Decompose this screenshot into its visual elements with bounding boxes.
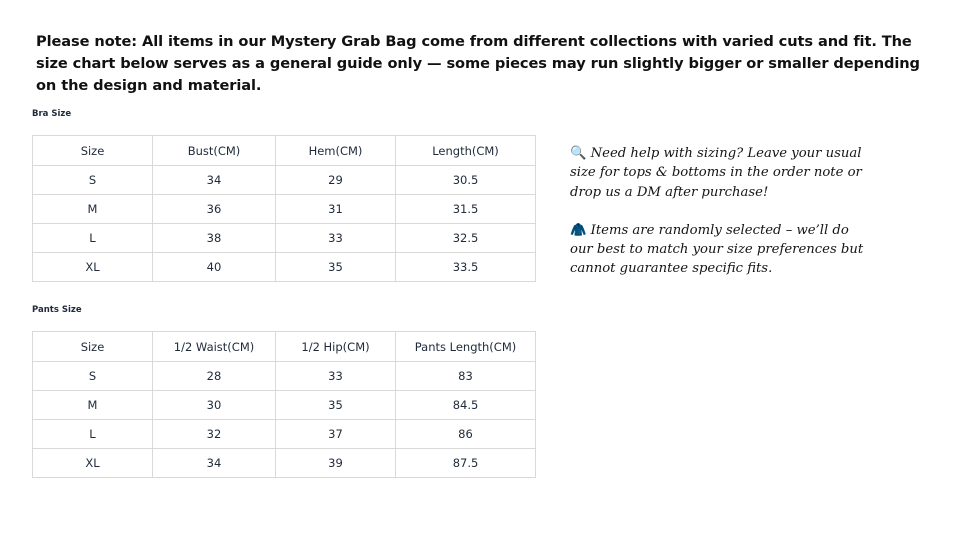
table-cell: 35	[276, 391, 396, 420]
table-cell: 31	[276, 195, 396, 224]
pants-size-title: Pants Size	[32, 305, 82, 315]
table-row	[33, 391, 536, 420]
table-cell: 33.5	[396, 253, 536, 282]
table-row	[33, 166, 536, 195]
table-row	[33, 224, 536, 253]
table-cell: L	[33, 224, 153, 253]
table-cell: M	[33, 195, 153, 224]
column-header: 1/2 Waist(CM)	[153, 332, 276, 362]
table-cell: 86	[396, 420, 536, 449]
table-cell: 83	[396, 362, 536, 391]
bra-size-table	[32, 135, 536, 282]
column-header: 1/2 Hip(CM)	[276, 332, 396, 362]
table-cell: 84.5	[396, 391, 536, 420]
table-cell: 34	[153, 449, 276, 478]
table-cell: 31.5	[396, 195, 536, 224]
table-cell: 38	[153, 224, 276, 253]
table-cell: 40	[153, 253, 276, 282]
table-cell: 87.5	[396, 449, 536, 478]
magnifier-icon: 🔍	[570, 146, 587, 161]
table-cell: 35	[276, 253, 396, 282]
column-header: Pants Length(CM)	[396, 332, 536, 362]
table-cell: 34	[153, 166, 276, 195]
column-header: Size	[33, 332, 153, 362]
random-selection-text	[570, 221, 870, 279]
table-cell: 36	[153, 195, 276, 224]
table-cell: S	[33, 362, 153, 391]
table-cell: 33	[276, 224, 396, 253]
table-cell: XL	[33, 253, 153, 282]
table-row	[33, 195, 536, 224]
table-cell: 37	[276, 420, 396, 449]
sizing-help-text	[570, 144, 870, 202]
random-selection-message: Items are randomly selected – we’ll do our best to match your size preferences but cannot guarantee specific fits.	[570, 222, 864, 277]
table-cell: 32	[153, 420, 276, 449]
table-row	[33, 253, 536, 282]
table-cell: 30.5	[396, 166, 536, 195]
table-cell: M	[33, 391, 153, 420]
help-notes	[570, 144, 870, 298]
table-header-row	[33, 332, 536, 362]
table-header-row	[33, 136, 536, 166]
column-header: Hem(CM)	[276, 136, 396, 166]
sizing-help-message: Need help with sizing? Leave your usual size for tops & bottoms in the order note or drop us a DM after purchase!	[570, 146, 862, 200]
column-header: Size	[33, 136, 153, 166]
size-note: Please note: All items in our Mystery Grab Bag come from different collections with varied cuts and fit. The size chart below serves as a general guide only — some pieces may run slightly bigger or smaller depending on the design and material.	[36, 33, 920, 94]
table-cell: XL	[33, 449, 153, 478]
column-header: Length(CM)	[396, 136, 536, 166]
bra-size-title: Bra Size	[32, 109, 72, 119]
table-row	[33, 420, 536, 449]
coat-icon: 🧥	[570, 222, 587, 238]
table-row	[33, 449, 536, 478]
table-cell: 29	[276, 166, 396, 195]
table-cell: S	[33, 166, 153, 195]
table-cell: 30	[153, 391, 276, 420]
table-cell: 28	[153, 362, 276, 391]
table-cell: 39	[276, 449, 396, 478]
table-cell: L	[33, 420, 153, 449]
table-cell: 33	[276, 362, 396, 391]
column-header: Bust(CM)	[153, 136, 276, 166]
table-row	[33, 362, 536, 391]
pants-size-table	[32, 331, 536, 478]
table-cell: 32.5	[396, 224, 536, 253]
